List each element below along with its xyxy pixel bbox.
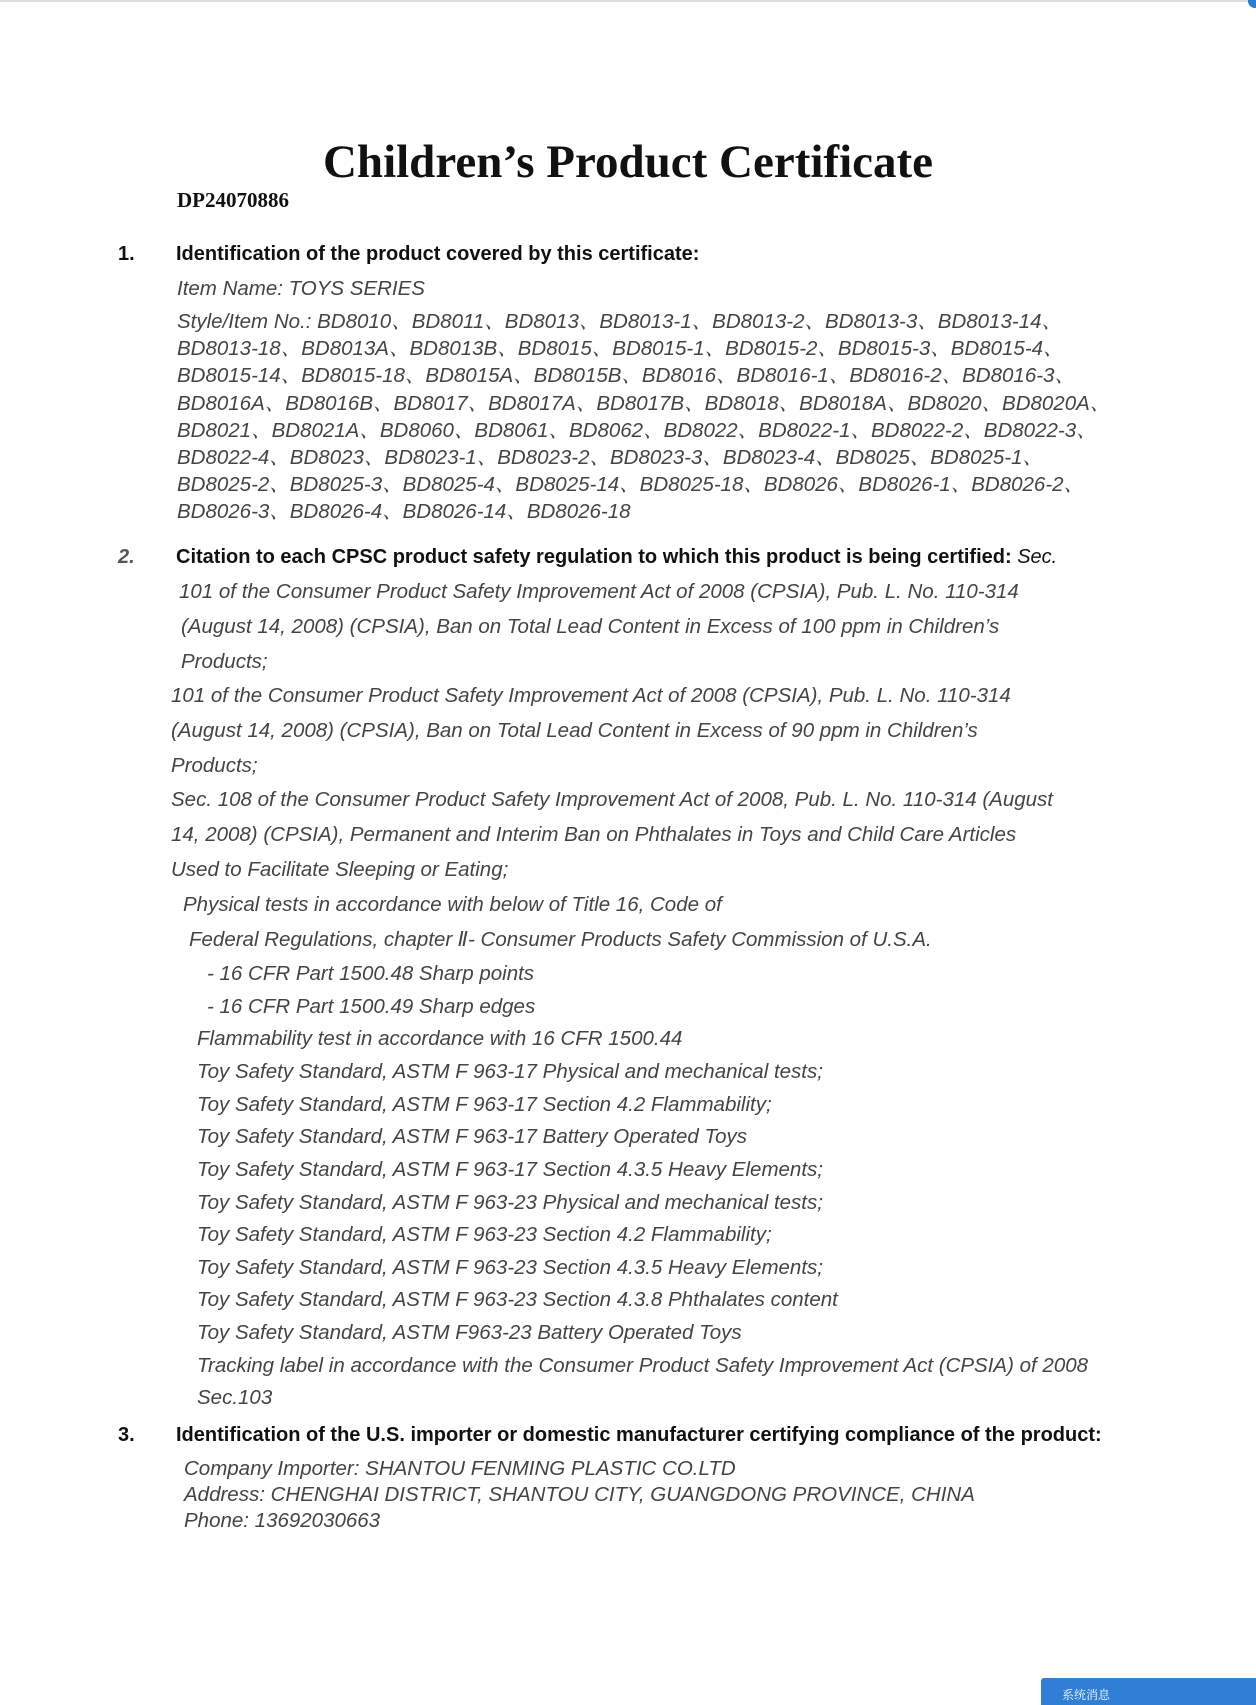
section-2-line: Tracking label in accordance with the Consumer Product Safety Improvement Act (CPSIA) of 2008 (197, 1354, 1089, 1377)
section-1-line: Style/Item No.: BD8010、BD8011、BD8013、BD8013-1、BD8013-2、BD8013-3、BD8013-14、 (177, 310, 1062, 333)
section-3-line: Phone: 13692030663 (184, 1509, 381, 1532)
section-2-line: Toy Safety Standard, ASTM F 963-23 Section 4.3.5 Heavy Elements; (197, 1256, 823, 1279)
section-2-line: Toy Safety Standard, ASTM F 963-17 Battery Operated Toys (197, 1125, 747, 1148)
section-2-line: Sec. 108 of the Consumer Product Safety Improvement Act of 2008, Pub. L. No. 110-314 (August (171, 788, 1053, 811)
section-1-heading: Identification of the product covered by this certificate: (176, 243, 700, 265)
section-2-heading (176, 546, 1057, 569)
section-2-line: Toy Safety Standard, ASTM F 963-17 Physical and mechanical tests; (197, 1060, 823, 1083)
certificate-number: DP24070886 (177, 188, 289, 212)
section-2-line: Toy Safety Standard, ASTM F 963-17 Section 4.3.5 Heavy Elements; (197, 1158, 823, 1181)
section-2-line: Toy Safety Standard, ASTM F 963-17 Section 4.2 Flammability; (197, 1093, 772, 1116)
section-2-line: - 16 CFR Part 1500.48 Sharp points (207, 962, 535, 985)
section-3-line: Address: CHENGHAI DISTRICT, SHANTOU CITY, GUANGDONG PROVINCE, CHINA (184, 1483, 975, 1506)
system-message-label[interactable]: 系统消息 (1062, 1688, 1111, 1702)
section-2-line: Physical tests in accordance with below of Title 16, Code of (183, 893, 722, 916)
section-1-line: BD8013-18、BD8013A、BD8013B、BD8015、BD8015-1、BD8015-2、BD8015-3、BD8015-4、 (177, 337, 1064, 360)
section-2-number: 2. (118, 546, 135, 568)
section-2-line: Used to Facilitate Sleeping or Eating; (171, 858, 509, 881)
section-2-line: 14, 2008) (CPSIA), Permanent and Interim Ban on Phthalates in Toys and Child Care Articles (171, 823, 1017, 846)
section-2-line: Toy Safety Standard, ASTM F963-23 Battery Operated Toys (197, 1321, 742, 1344)
section-1-line: BD8015-14、BD8015-18、BD8015A、BD8015B、BD8016、BD8016-1、BD8016-2、BD8016-3、 (177, 364, 1075, 387)
section-2-line: Flammability test in accordance with 16 CFR 1500.44 (197, 1027, 683, 1050)
system-message-bar[interactable] (1041, 1678, 1256, 1705)
section-1-line: BD8022-4、BD8023、BD8023-1、BD8023-2、BD8023-3、BD8023-4、BD8025、BD8025-1、 (177, 446, 1044, 469)
section-2-heading-text: Citation to each CPSC product safety regulation to which this product is being certified: (176, 546, 1012, 568)
top-border (0, 0, 1256, 2)
corner-indicator-icon (1248, 0, 1256, 8)
section-1-line: Item Name: TOYS SERIES (177, 277, 425, 300)
section-2-line: (August 14, 2008) (CPSIA), Ban on Total Lead Content in Excess of 100 ppm in Children’s (181, 615, 1000, 638)
section-1-line: BD8025-2、BD8025-3、BD8025-4、BD8025-14、BD8025-18、BD8026、BD8026-1、BD8026-2、 (177, 473, 1085, 496)
section-2-heading-suffix: Sec. (1017, 546, 1058, 568)
section-2-line: Products; (181, 650, 268, 673)
section-2-line: Toy Safety Standard, ASTM F 963-23 Section 4.2 Flammability; (197, 1223, 772, 1246)
section-2-line: 101 of the Consumer Product Safety Improvement Act of 2008 (CPSIA), Pub. L. No. 110-314 (179, 580, 1019, 603)
section-1-number: 1. (118, 243, 135, 265)
section-2-line: Products; (171, 754, 258, 777)
section-3-line: Company Importer: SHANTOU FENMING PLASTIC CO.LTD (184, 1457, 736, 1480)
section-2-line: Federal Regulations, chapter Ⅱ- Consumer Products Safety Commission of U.S.A. (189, 928, 932, 951)
section-1-line: BD8016A、BD8016B、BD8017、BD8017A、BD8017B、BD8018、BD8018A、BD8020、BD8020A、 (177, 392, 1111, 415)
section-1-line: BD8026-3、BD8026-4、BD8026-14、BD8026-18 (177, 500, 631, 523)
certificate-title: Children’s Product Certificate (322, 136, 933, 188)
section-2-line: - 16 CFR Part 1500.49 Sharp edges (207, 995, 536, 1018)
section-1-line: BD8021、BD8021A、BD8060、BD8061、BD8062、BD8022、BD8022-1、BD8022-2、BD8022-3、 (177, 419, 1097, 442)
section-3-number: 3. (118, 1424, 135, 1446)
section-2-line: Sec.103 (197, 1386, 273, 1409)
section-2-line: Toy Safety Standard, ASTM F 963-23 Physical and mechanical tests; (197, 1191, 823, 1214)
section-3-heading: Identification of the U.S. importer or domestic manufacturer certifying compliance of the product: (176, 1424, 1102, 1446)
section-2-line: (August 14, 2008) (CPSIA), Ban on Total Lead Content in Excess of 90 ppm in Children’s (171, 719, 978, 742)
section-2-line: Toy Safety Standard, ASTM F 963-23 Section 4.3.8 Phthalates content (197, 1288, 838, 1311)
section-2-line: 101 of the Consumer Product Safety Improvement Act of 2008 (CPSIA), Pub. L. No. 110-314 (171, 684, 1011, 707)
